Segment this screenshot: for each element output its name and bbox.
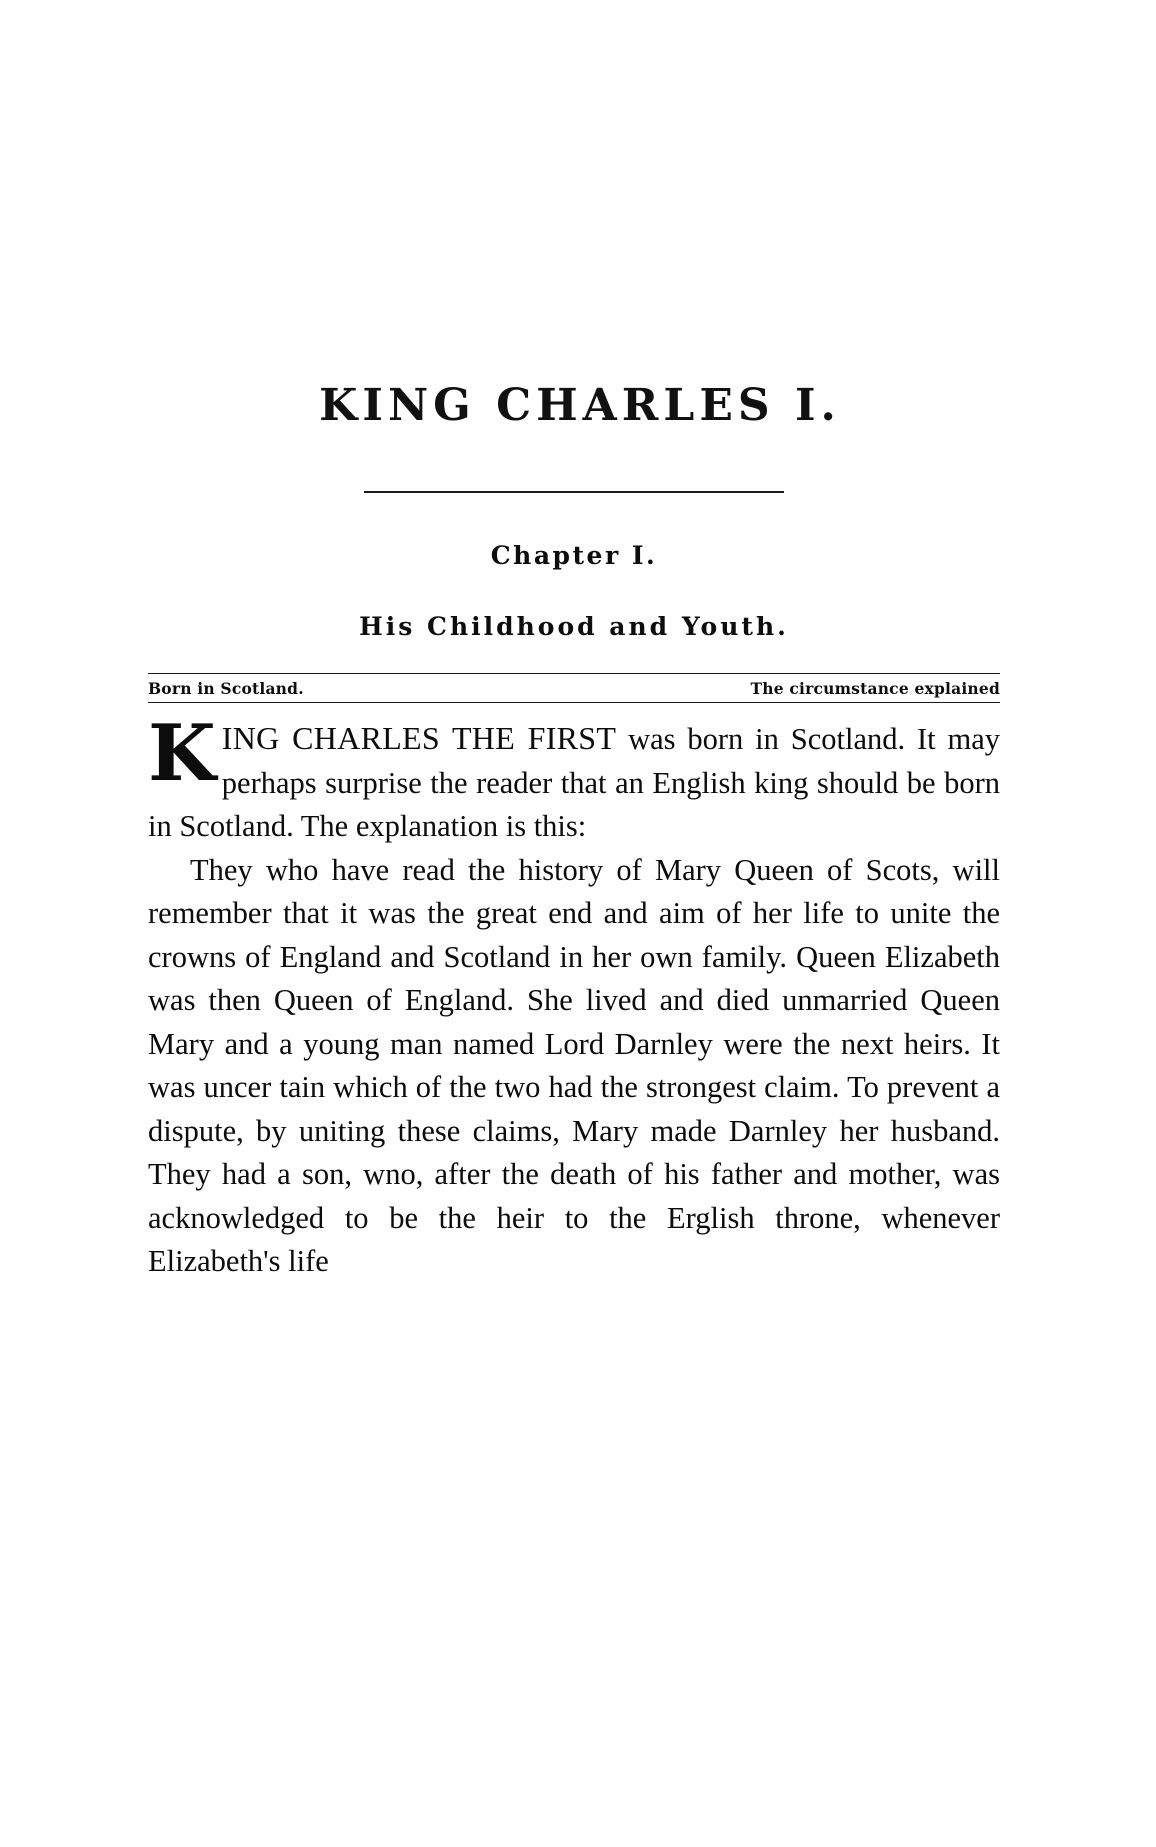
chapter-title: His Childhood and Youth. xyxy=(359,612,789,641)
title-divider xyxy=(364,491,784,493)
paragraph-1-lead: ING CHARLES THE FIRST xyxy=(221,720,617,756)
paragraph-1-rest: was born in Scotland. It may perhaps surprise the reader that an English king should be born in Scotland. The explanation is this: xyxy=(148,722,1000,843)
page-content xyxy=(148,380,1000,1284)
page-title: KING CHARLES I. xyxy=(319,380,841,431)
drop-cap: K xyxy=(148,708,216,799)
paragraph-1 xyxy=(148,708,1000,849)
sidenote-right: The circumstance explained xyxy=(750,679,1000,698)
body-text xyxy=(148,708,1000,1284)
sidenote-bar xyxy=(148,673,1000,703)
sidenote-left: Born in Scotland. xyxy=(148,679,304,698)
chapter-number: Chapter I. xyxy=(490,541,658,570)
paragraph-2: They who have read the history of Mary Queen of Scots, will remember that it was the great end and aim of her life to unite the crowns of England and Scotland in her own family. Queen Elizabeth was then Queen of England. She lived and died unmarried Queen Mary and a young man named Lord Darnley were the next heirs. It was uncer tain which of the two had the strongest claim. To prevent a dispute, by uniting these claims, Mary made Darnley her husband. They had a son, wno, after the death of his father and mother, was acknowledged to be the heir to the Erglish throne, whenever Elizabeth's life xyxy=(148,852,1000,1278)
